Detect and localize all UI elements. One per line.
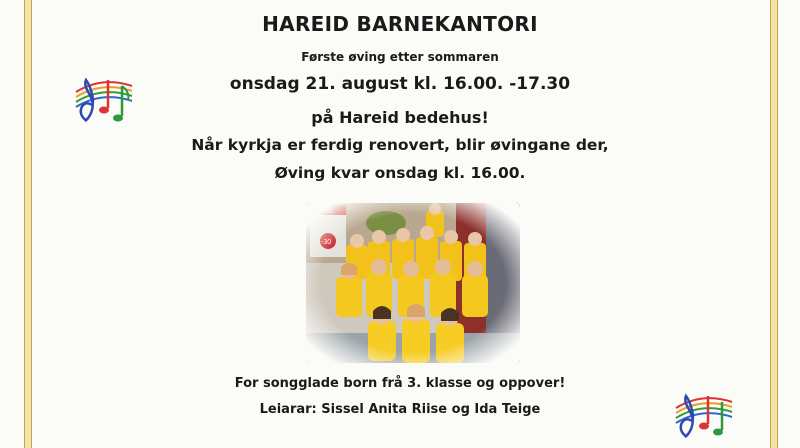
renovation-note: Når kyrkja er ferdig renovert, blir øvingane der,	[191, 136, 609, 154]
age-group-note: For songglade born frå 3. klasse og oppover!	[234, 376, 566, 391]
poster-subtitle: Første øving etter sommaren	[301, 50, 499, 64]
poster-title: HAREID BARNEKANTORI	[262, 12, 538, 36]
weekly-schedule: Øving kvar onsdag kl. 16.00.	[274, 164, 526, 182]
music-notes-icon	[72, 70, 136, 130]
music-notes-icon	[672, 386, 736, 444]
leaders-line: Leiarar: Sissel Anita Riise og Ida Teige	[259, 402, 541, 417]
rehearsal-date: onsdag 21. august kl. 16.00. -17.30	[229, 74, 571, 94]
choir-photo	[306, 203, 520, 363]
rehearsal-place: på Hareid bedehus!	[311, 108, 489, 127]
